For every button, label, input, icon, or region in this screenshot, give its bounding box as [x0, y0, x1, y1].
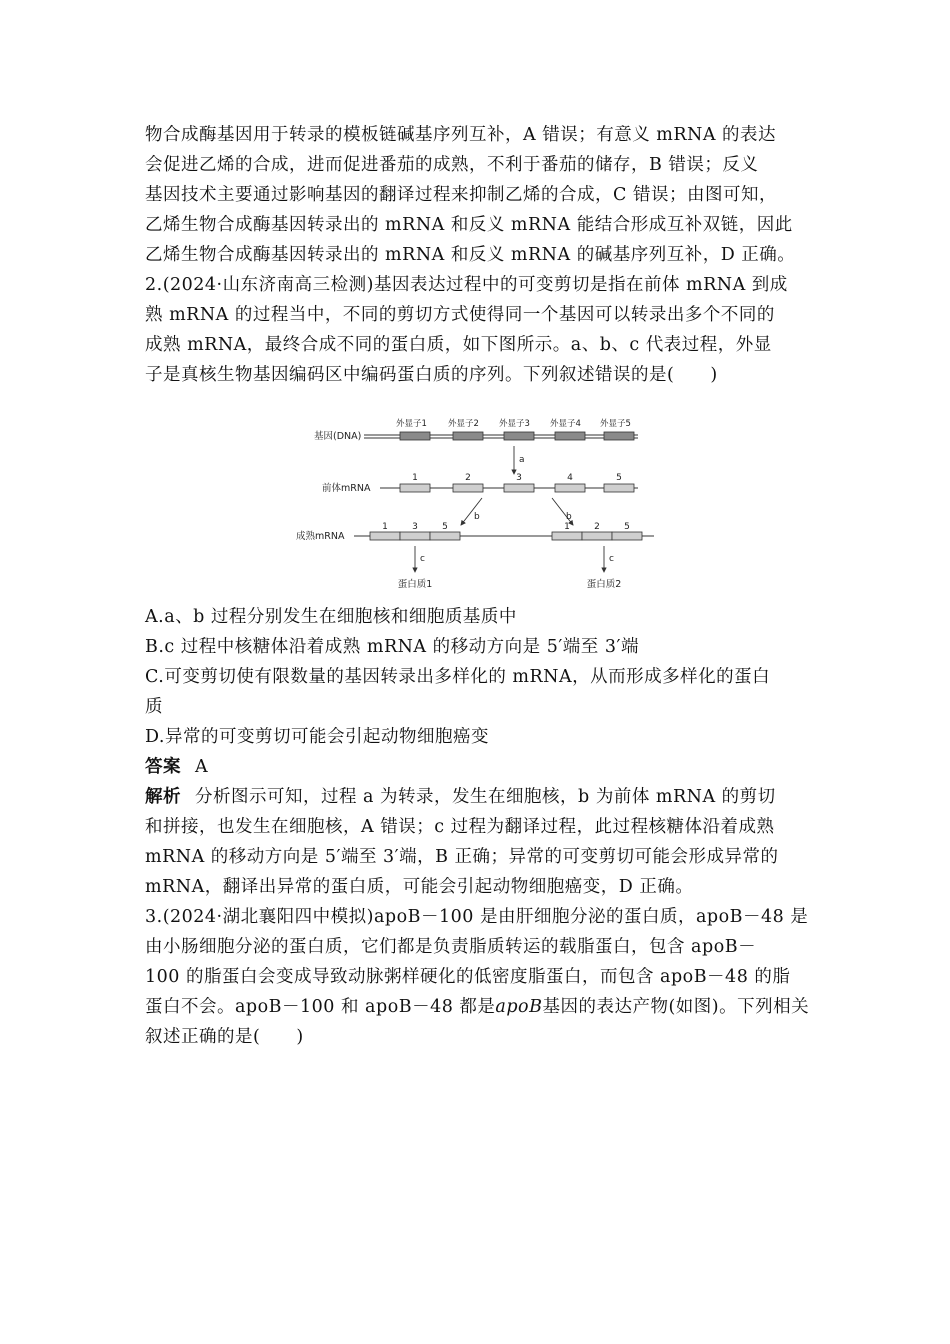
exon-block	[504, 432, 534, 440]
exon-label: 外显子3	[499, 419, 530, 429]
exon-label: 外显子1	[396, 419, 427, 429]
answer-label: 答案	[145, 757, 181, 777]
mature2-number: 1	[564, 522, 570, 532]
q3-line4-post: 基因的表达产物(如图)。下列相关	[542, 997, 810, 1017]
process-c-label-left: c	[420, 554, 425, 564]
analysis-line: 和拼接，也发生在细胞核，A 错误；c 过程为翻译过程，此过程核糖体沿着成熟	[145, 817, 775, 837]
process-b-label-right: b	[566, 512, 572, 522]
gene-name-apob: apoB	[495, 997, 543, 1017]
analysis-text: 分析图示可知，过程 a 为转录，发生在细胞核，b 为前体 mRNA 的剪切	[195, 787, 776, 807]
question-2-stem-line: 2.(2024·山东济南高三检测)基因表达过程中的可变剪切是指在前体 mRNA 到成	[145, 275, 788, 295]
mature-mrna1-exon	[400, 532, 430, 540]
protein-2-label: 蛋白质2	[586, 579, 622, 590]
exon-number: 1	[412, 473, 418, 483]
label-pre-mrna: 前体mRNA	[322, 483, 371, 494]
question-3-stem-line: 3.(2024·湖北襄阳四中模拟)apoB－100 是由肝细胞分泌的蛋白质，apoB－48 是	[145, 907, 809, 927]
question-3-stem-line: 100 的脂蛋白会变成导致动脉粥样硬化的低密度脂蛋白，而包含 apoB－48 的脂	[145, 967, 791, 987]
protein-1-label: 蛋白质1	[397, 579, 433, 590]
intro-line: 基因技术主要通过影响基因的翻译过程来抑制乙烯的合成，C 错误；由图可知，	[145, 185, 777, 205]
intro-line: 乙烯生物合成酶基因转录出的 mRNA 和反义 mRNA 的碱基序列互补，D 正确。	[145, 245, 796, 265]
mature1-number: 3	[412, 522, 418, 532]
label-mature-mrna: 成熟mRNA	[296, 531, 345, 542]
mature-mrna2-exon	[582, 532, 612, 540]
intro-line: 物合成酶基因用于转录的模板链碱基序列互补，A 错误；有意义 mRNA 的表达	[145, 125, 777, 145]
exon-label: 外显子4	[550, 419, 581, 429]
mature2-number: 2	[594, 522, 600, 532]
intro-line: 乙烯生物合成酶基因转录出的 mRNA 和反义 mRNA 能结合形成互补双链，因此	[145, 215, 793, 235]
mature-mrna2-exon	[552, 532, 582, 540]
exon-block	[555, 432, 585, 440]
exon-label: 外显子2	[448, 419, 479, 429]
option-d: D.异常的可变剪切可能会引起动物细胞癌变	[145, 727, 489, 747]
analysis-label: 解析	[145, 787, 181, 807]
mature2-number: 5	[624, 522, 630, 532]
exon-number: 2	[465, 473, 471, 483]
analysis-line: mRNA，翻译出异常的蛋白质，可能会引起动物细胞癌变，D 正确。	[145, 877, 694, 897]
exon-label: 外显子5	[600, 419, 631, 429]
exon-number: 3	[516, 473, 522, 483]
exon-number: 5	[616, 473, 622, 483]
exon-block	[604, 432, 634, 440]
question-2-stem-line: 子是真核生物基因编码区中编码蛋白质的序列。下列叙述错误的是( )	[145, 365, 718, 385]
mature-mrna1-exon	[370, 532, 400, 540]
answer-value: A	[195, 757, 209, 777]
mature1-number: 5	[442, 522, 448, 532]
exon-block	[453, 432, 483, 440]
pre-mrna-exon	[400, 484, 430, 492]
question-2-stem-line: 成熟 mRNA，最终合成不同的蛋白质，如下图所示。a、b、c 代表过程，外显	[145, 335, 772, 355]
pre-mrna-exon	[453, 484, 483, 492]
process-c-label-right: c	[609, 554, 614, 564]
analysis-line: mRNA 的移动方向是 5′端至 3′端，B 正确；异常的可变剪切可能会形成异常的	[145, 847, 779, 867]
pre-mrna-exon	[555, 484, 585, 492]
exon-block	[400, 432, 430, 440]
mature1-number: 1	[382, 522, 388, 532]
question-2-stem-line: 熟 mRNA 的过程当中，不同的剪切方式使得同一个基因可以转录出多个不同的	[145, 305, 775, 325]
mature-mrna2-exon	[612, 532, 642, 540]
process-a-label: a	[519, 455, 525, 465]
option-b: B.c 过程中核糖体沿着成熟 mRNA 的移动方向是 5′端至 3′端	[145, 637, 639, 657]
splicing-diagram	[290, 412, 660, 594]
mature-mrna1-exon	[430, 532, 460, 540]
question-3-stem-line: 叙述正确的是( )	[145, 1027, 304, 1047]
pre-mrna-exon	[604, 484, 634, 492]
q3-line4-pre: 蛋白不会。apoB－100 和 apoB－48 都是	[145, 997, 496, 1017]
process-b-label-left: b	[474, 512, 480, 522]
answer-line	[145, 752, 810, 782]
option-c: C.可变剪切使有限数量的基因转录出多样化的 mRNA，从而形成多样化的蛋白	[145, 667, 771, 687]
exon-number: 4	[567, 473, 573, 483]
pre-mrna-exon	[504, 484, 534, 492]
option-c-cont: 质	[145, 697, 163, 717]
intro-line: 会促进乙烯的合成，进而促进番茄的成熟，不利于番茄的储存，B 错误；反义	[145, 155, 759, 175]
analysis-line	[145, 782, 810, 812]
alternative-splicing-figure	[290, 412, 660, 594]
question-3-stem-line	[145, 992, 810, 1022]
label-gene-dna: 基因(DNA)	[314, 431, 362, 442]
option-a: A.a、b 过程分别发生在细胞核和细胞质基质中	[145, 607, 517, 627]
question-3-stem-line: 由小肠细胞分泌的蛋白质，它们都是负责脂质转运的载脂蛋白，包含 apoB－	[145, 937, 757, 957]
